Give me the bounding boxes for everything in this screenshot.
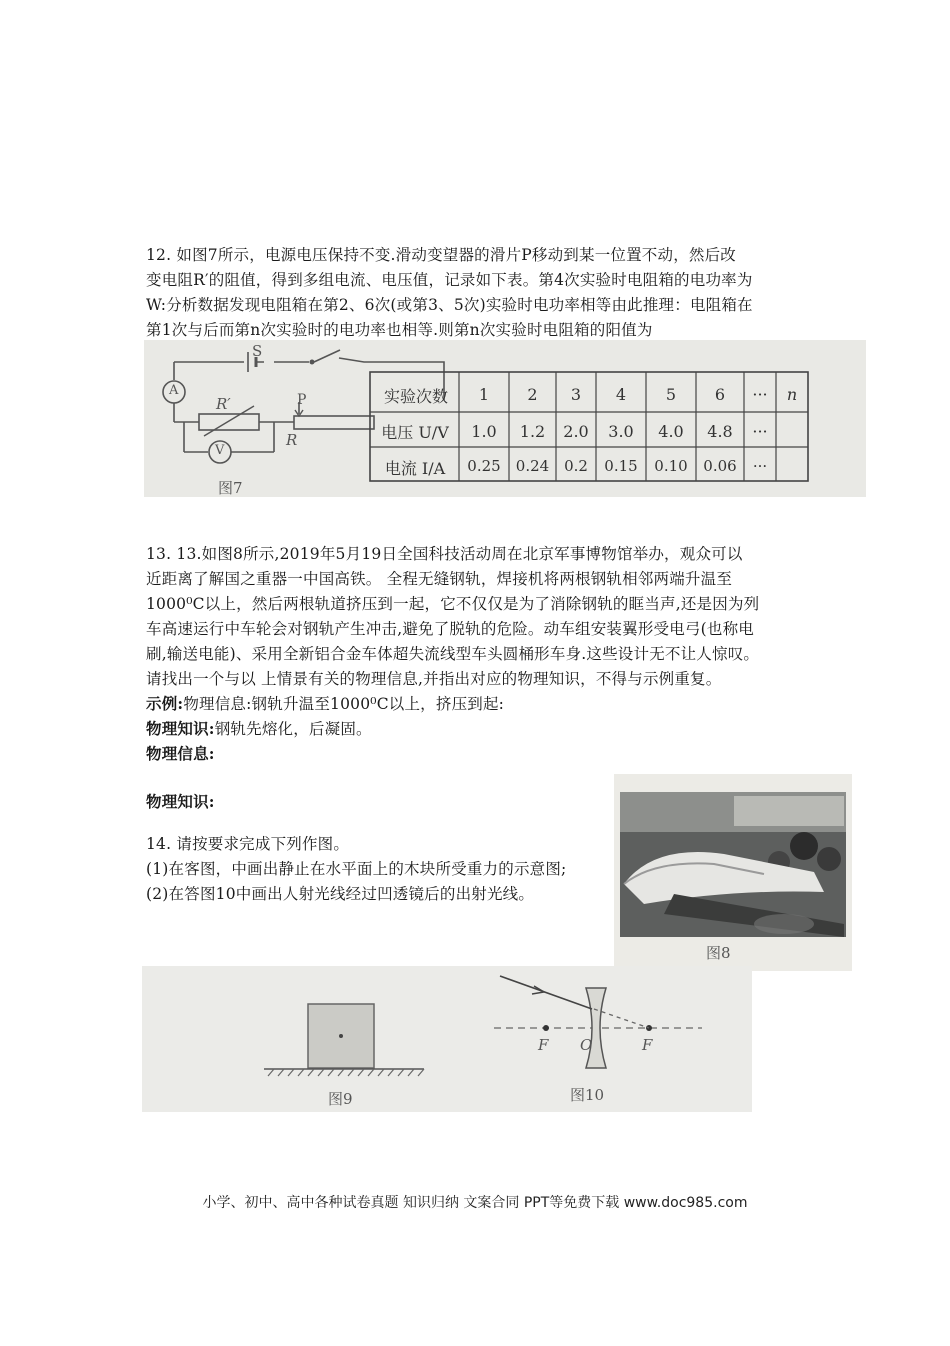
table-cell: 0.25	[467, 457, 501, 475]
table-col-7: ···	[752, 385, 768, 404]
q13-line-5: 刷,输送电能)、采用全新铝合金车体超失流线型车头圆桶形车身.这些设计无不让人惊叹。	[146, 645, 760, 663]
center-label: O	[580, 1036, 593, 1054]
table-col-1: 1	[478, 385, 490, 404]
table-cell: 0.2	[564, 457, 588, 475]
figure-10-caption: 图10	[570, 1086, 605, 1104]
ammeter-label: A	[169, 383, 179, 398]
page-footer: 小学、初中、高中各种试卷真题 知识归纳 文案合同 PPT等免费下载 www.doc985.com	[202, 1195, 748, 1211]
table-cell: 1.0	[471, 422, 497, 441]
figure-8-caption: 图8	[706, 944, 731, 962]
table-cell: 0.24	[515, 457, 550, 475]
switch-label: S	[252, 342, 263, 360]
q14-line-1: 14. 请按要求完成下列作图。	[146, 835, 350, 853]
rheostat-label: R	[286, 431, 298, 449]
table-cell: 0.15	[604, 457, 638, 475]
q12-line-4: 第1次与后而第n次实验时的电功率也相等.则第n次实验时电阻箱的阳值为	[146, 321, 653, 339]
figure-7	[144, 340, 866, 497]
q13-line-1: 13. 13.如图8所示,2019年5月19日全国科技活动周在北京军事博物馆举办，观众可以	[146, 545, 743, 563]
voltmeter-label: V	[215, 443, 225, 458]
table-col-3: 3	[570, 385, 582, 404]
q13-line-2: 近距离了解国之重器一中国高铁。 全程无缝钢轨，焊接机将两根钢轨相邻两端升温至	[146, 570, 733, 588]
q12-line-3: W:分析数据发现电阻箱在第2、6次(或第3、5次)实验时电功率相等由此推理：电阻箱在	[146, 296, 753, 314]
slider-label: P	[297, 392, 307, 408]
q12-line-2: 变电阻R′的阻值，得到多组电流、电压值，记录如下表。第4次实验时电阻箱的电功率为	[146, 271, 753, 289]
q13-example	[146, 692, 504, 716]
q13-knowledge	[146, 717, 372, 741]
figure-8	[614, 774, 852, 971]
table-cell: 1.2	[519, 422, 546, 441]
table-row-current-label: 电流 I/A	[384, 459, 446, 478]
fig9-fig10-diagram	[142, 966, 752, 1112]
table-cell: ···	[752, 457, 768, 475]
example-label: 示例:	[146, 694, 184, 713]
table-header-label: 实验次数	[383, 387, 448, 406]
table-cell: 3.0	[608, 422, 634, 441]
knowledge-prompt: 物理知识:	[146, 792, 215, 811]
table-cell: 4.0	[658, 422, 684, 441]
knowledge-label: 物理知识:	[146, 719, 215, 738]
figure-7-caption: 图7	[218, 479, 243, 497]
q14-line-2: (1)在客图，中画出静止在水平面上的木块所受重力的示意图;	[146, 860, 567, 878]
table-col-n: n	[786, 385, 798, 404]
info-prompt: 物理信息:	[146, 744, 215, 763]
q12-line-1: 12. 如图7所示，电源电压保持不变.滑动变望器的滑片P移动到某一位置不动，然后改	[146, 246, 736, 264]
q13-line-6: 请找出一个与以 上情景有关的物理信息,并指出对应的物理知识，不得与示例重复。	[146, 670, 722, 688]
table-cell: 4.8	[707, 422, 733, 441]
q14-line-3: (2)在答图10中画出人射光线经过凹透镜后的出射光线。	[146, 885, 535, 903]
table-col-6: 6	[714, 385, 726, 404]
table-cell: 0.06	[703, 457, 737, 475]
focus-right-label: F	[642, 1036, 653, 1054]
q13-line-4: 车高速运行中车轮会对钢轨产生冲击,避免了脱轨的危险。动车组安装翼形受电弓(也称电	[146, 620, 754, 638]
q13-line-3: 1000⁰C以上，然后两根轨道挤压到一起，它不仅仅是为了消除钢轨的眶当声,还是因为列	[146, 595, 760, 613]
table-col-4: 4	[615, 385, 627, 404]
table-row-voltage-label: 电压 U/V	[381, 423, 449, 442]
table-col-2: 2	[527, 385, 538, 404]
example-text: 物理信息:钢轨升温至1000⁰C以上，挤压到起:	[183, 695, 505, 713]
train-photo	[614, 774, 852, 971]
table-cell: 0.10	[654, 457, 688, 475]
knowledge-text: 钢轨先熔化，后凝固。	[214, 720, 372, 738]
resistor-box-label: R′	[216, 395, 231, 413]
focus-left-label: F	[538, 1036, 549, 1054]
figures-9-10	[142, 966, 752, 1112]
table-cell: 2.0	[563, 422, 589, 441]
figure-9-caption: 图9	[328, 1090, 353, 1108]
table-col-5: 5	[665, 385, 677, 404]
table-cell: ···	[752, 422, 768, 441]
